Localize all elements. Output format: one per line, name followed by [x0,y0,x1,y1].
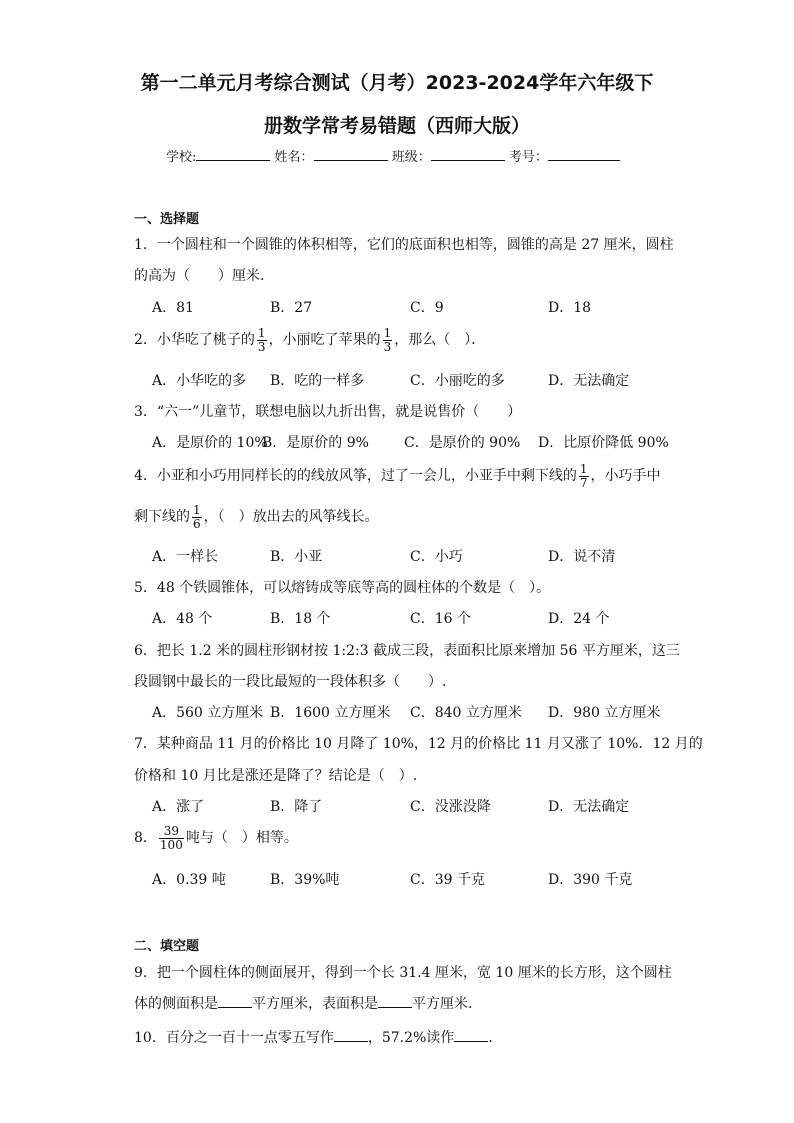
question-1-line-1: 1．一个圆柱和一个圆锥的体积相等，它们的底面积也相等，圆锥的高是 27 厘米，圆柱 [134,237,674,253]
question-4-option-d[interactable]: D．说不清 [548,549,616,565]
question-9-part-2: 平方厘米，表面积是 [252,996,378,1012]
question-9-line-1: 9．把一个圆柱体的侧面展开，得到一个长 31.4 厘米，宽 10 厘米的长方形，这个圆柱 [134,965,672,981]
question-4-part-4: ，（ ）放出去的风筝线长。 [203,509,379,526]
fraction-one-third [257,327,267,353]
question-8-option-c[interactable]: C．39 千克 [410,872,485,888]
question-2-option-d[interactable]: D．无法确定 [548,373,630,389]
question-2-part-2: ，小丽吃了苹果的 [268,332,381,349]
question-1-option-d[interactable]: D．18 [548,300,592,316]
question-4-option-b[interactable]: B．小亚 [270,549,323,565]
fraction-one-third [383,327,393,353]
question-1-option-c[interactable]: C．9 [410,300,444,316]
question-9-part-1: 体的侧面积是 [134,996,218,1012]
question-10-text [134,1027,502,1047]
class-label: 班级： [391,150,431,165]
question-7-line-1: 7．某种商品 11 月的价格比 10 月降了 10%，12 月的价格比 11 月又涨了 10%．12 月的 [134,736,703,752]
question-6-option-d[interactable]: D．980 立方厘米 [548,705,661,721]
answer-blank[interactable] [218,995,252,1008]
question-8-prefix: 8． [134,830,157,847]
question-8-text [134,825,298,851]
question-6-line-2: 段圆钢中最长的一段比最短的一段体积多（ ）. [134,674,447,690]
question-4-line-2 [134,504,379,530]
school-field[interactable] [196,148,270,161]
question-1-option-b[interactable]: B．27 [270,300,313,316]
question-5-option-b[interactable]: B．18 个 [270,611,331,627]
question-3-line-1: 3．“六一”儿童节，联想电脑以九折出售，就是说售价（ ） [134,404,522,420]
question-4-part-3: 剩下线的 [134,509,190,526]
answer-blank[interactable] [454,1029,488,1042]
question-3-option-b[interactable]: B．是原价的 9% [262,435,369,451]
page-title-line-2: 册数学常考易错题（西师大版） [263,115,530,137]
question-8-option-d[interactable]: D．390 千克 [548,872,633,888]
question-5-option-c[interactable]: C．16 个 [410,611,471,627]
question-4-part-1: 4．小亚和小巧用同样长的的线放风筝，过了一会儿，小亚手中剩下线的 [134,468,577,485]
question-6-option-b[interactable]: B．1600 立方厘米 [270,705,391,721]
fraction-denominator: 3 [257,339,266,354]
fraction-39-over-100 [159,825,184,851]
question-9-line-2 [134,993,482,1013]
question-5-option-a[interactable]: A．48 个 [152,611,213,627]
question-3-option-c[interactable]: C．是原价的 90% [404,435,521,451]
question-7-option-c[interactable]: C．没涨没降 [410,799,491,815]
question-10-part-2: ，57.2%读作 [367,1030,455,1046]
question-5-line-1: 5．48 个铁圆锥体，可以熔铸成等底等高的圆柱体的个数是（ ）。 [134,580,551,596]
school-label: 学校: [166,150,197,165]
page-title-line-1: 第一二单元月考综合测试（月考）2023-2024学年六年级下 [140,72,654,94]
fraction-numerator: 1 [383,326,392,340]
fraction-denominator: 3 [383,339,392,354]
answer-blank[interactable] [378,995,412,1008]
section-heading-fill: 二、填空题 [134,939,200,954]
fraction-denominator: 100 [159,837,183,852]
question-2-option-c[interactable]: C．小丽吃的多 [410,373,505,389]
question-4-line-1 [134,463,661,489]
question-2-text [134,327,485,353]
exam-number-field[interactable] [548,148,620,161]
question-7-line-2: 价格和 10 月比是涨还是降了？结论是（ ）. [134,768,418,784]
fraction-numerator: 1 [257,326,266,340]
question-2-part-1: 2．小华吃了桃子的 [134,332,255,349]
fraction-numerator: 1 [193,503,201,517]
question-4-part-2: ，小巧手中 [590,468,661,485]
question-5-option-d[interactable]: D．24 个 [548,611,610,627]
question-10-part-1: 10．百分之一百十一点零五写作 [134,1030,334,1046]
question-7-option-a[interactable]: A．涨了 [152,799,205,815]
question-2-option-a[interactable]: A．小华吃的多 [152,373,247,389]
question-4-option-a[interactable]: A．一样长 [152,549,219,565]
question-6-option-c[interactable]: C．840 立方厘米 [410,705,522,721]
question-3-option-a[interactable]: A．是原价的 10% [152,435,268,451]
class-field[interactable] [431,148,505,161]
question-1-line-2: 的高为（ ）厘米． [134,268,274,284]
question-7-option-b[interactable]: B．降了 [270,799,323,815]
question-6-option-a[interactable]: A．560 立方厘米 [152,705,264,721]
question-7-option-d[interactable]: D．无法确定 [548,799,630,815]
fraction-numerator: 1 [579,462,588,476]
question-6-line-1: 6．把长 1.2 米的圆柱形钢材按 1:2:3 截成三段，表面积比原来增加 56 平方厘米，这三 [134,643,680,659]
question-3-option-d[interactable]: D．比原价降低 90% [538,435,669,451]
fraction-one-sixth [192,504,202,530]
fraction-numerator: 39 [159,825,184,839]
fraction-denominator: 6 [193,516,201,531]
name-field[interactable] [314,148,388,161]
question-8-option-a[interactable]: A．0.39 吨 [152,872,226,888]
question-8-option-b[interactable]: B．39%吨 [270,872,340,888]
question-2-part-3: ，那么（ ）． [394,332,486,349]
student-info-row [166,146,620,165]
question-1-option-a[interactable]: A．81 [152,300,194,316]
name-label: 姓名： [274,150,314,165]
answer-blank[interactable] [334,1029,368,1042]
question-2-option-b[interactable]: B．吃的一样多 [270,373,365,389]
question-4-option-c[interactable]: C．小巧 [410,549,463,565]
exam-number-label: 考号： [508,150,548,165]
question-8-suffix: 吨与（ ）相等。 [185,830,298,847]
fraction-denominator: 7 [579,475,588,490]
question-10-part-3: ． [488,1030,503,1046]
section-heading-choice: 一、选择题 [134,212,200,227]
question-9-part-3: 平方厘米． [412,996,482,1012]
fraction-one-seventh [579,463,589,489]
